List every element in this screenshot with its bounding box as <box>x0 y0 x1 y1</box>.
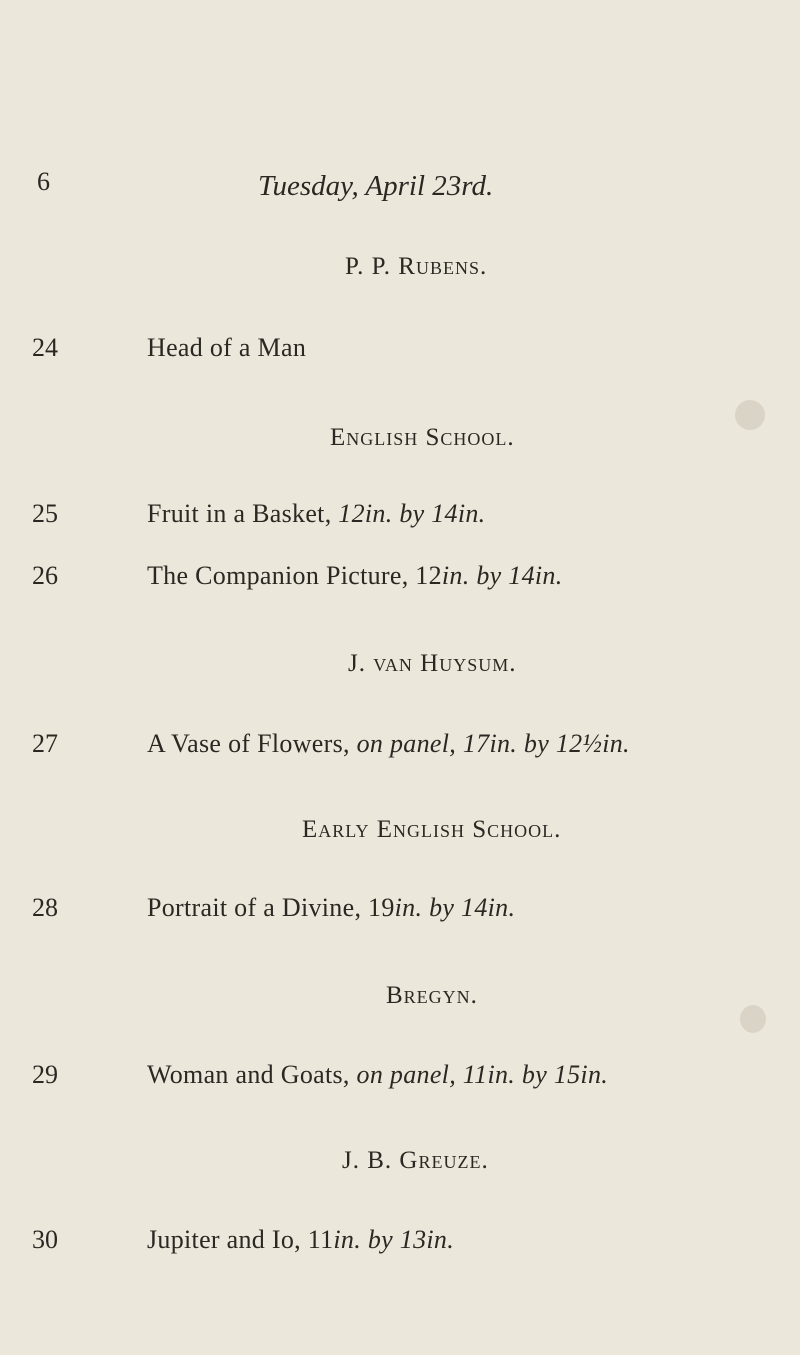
lot-detail: in. by 13in. <box>333 1225 454 1254</box>
paper-stain <box>740 1005 766 1033</box>
lot-title-text: Woman and Goats, <box>147 1060 357 1089</box>
lot-title-text: A Vase of Flowers, <box>147 729 357 758</box>
lot-title <box>147 1060 608 1090</box>
artist-heading: J. van Huysum. <box>348 650 517 677</box>
lot-detail: 12in. by 14in. <box>338 499 486 528</box>
lot-number: 30 <box>32 1225 58 1254</box>
artist-heading: Early English School. <box>302 816 562 843</box>
lot-title-text: Fruit in a Basket, <box>147 499 339 528</box>
lot-number: 27 <box>32 729 58 758</box>
lot-detail: in. by 14in. <box>441 561 563 590</box>
lot-detail: in. by 14in. <box>394 893 516 922</box>
lot-number: 28 <box>32 893 58 922</box>
lot-title <box>147 333 306 363</box>
artist-heading: English School. <box>330 424 515 451</box>
lot-number: 29 <box>32 1060 58 1089</box>
lot-number: 24 <box>32 333 58 362</box>
page-number: 6 <box>37 167 50 196</box>
lot-title-text: Head of a Man <box>147 333 307 362</box>
paper-stain <box>735 400 765 430</box>
lot-number: 26 <box>32 561 58 590</box>
lot-title <box>147 499 485 529</box>
lot-title-text: Jupiter and Io, 11 <box>147 1225 334 1254</box>
lot-number: 25 <box>32 499 58 528</box>
lot-title-text: The Companion Picture, 12 <box>147 561 442 590</box>
artist-heading: Bregyn. <box>386 982 478 1009</box>
lot-detail: on panel, 17in. by 12½in. <box>356 729 630 758</box>
artist-heading: P. P. Rubens. <box>345 253 488 280</box>
artist-heading: J. B. Greuze. <box>342 1147 489 1174</box>
lot-title <box>147 1225 454 1255</box>
lot-title <box>147 729 630 759</box>
lot-title <box>147 893 515 923</box>
sale-date-heading: Tuesday, April 23rd. <box>258 170 494 202</box>
lot-detail: on panel, 11in. by 15in. <box>356 1060 609 1089</box>
lot-title <box>147 561 563 591</box>
lot-title-text: Portrait of a Divine, 19 <box>147 893 395 922</box>
